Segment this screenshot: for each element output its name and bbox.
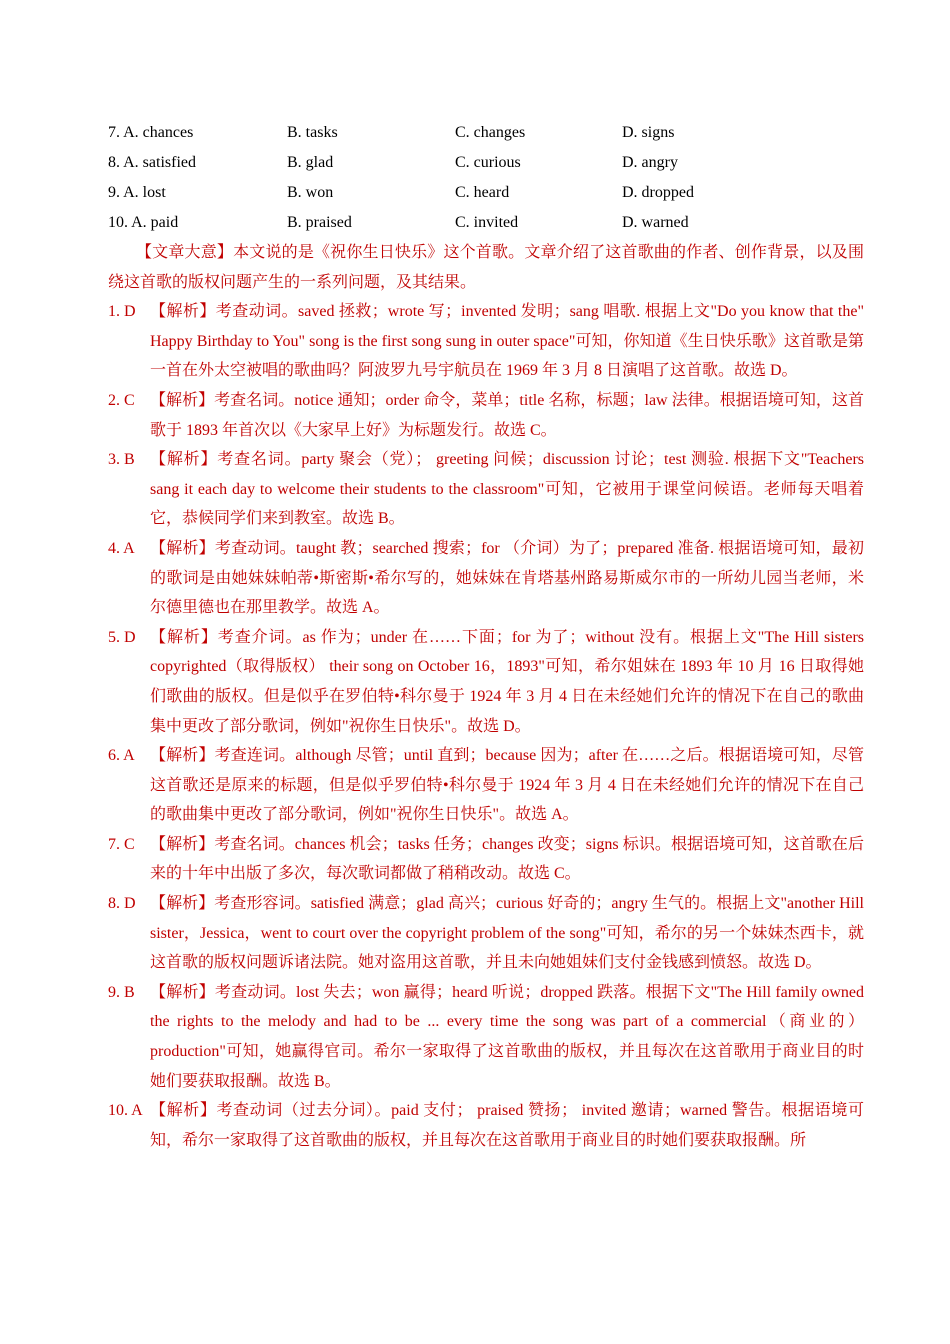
analysis-item-9 [108, 978, 864, 1096]
analysis-item-2 [108, 386, 864, 445]
item-text: 【解析】考查动词（过去分词）。paid 支付； praised 赞扬； invited 邀请；warned 警告。根据语境可知，希尔一家取得了这首歌曲的版权，并且每次在这首歌用于商业目的时她们要获取报酬。所 [150, 1102, 864, 1149]
answer-options [108, 122, 868, 242]
option-c: C. heard [455, 184, 510, 201]
item-number: 9. B [108, 983, 135, 1001]
item-number: 6. A [108, 747, 135, 765]
option-d: D. warned [622, 214, 689, 231]
item-number: 10. A [108, 1102, 143, 1120]
option-c: C. curious [455, 154, 521, 171]
item-text: 【解析】考查动词。taught 教；searched 搜索；for （介词）为了；prepared 准备. 根据语境可知，最初的歌词是由她妹妹帕蒂•斯密斯•希尔写的，她妹妹在肯塔基州路易斯威尔市的一所幼儿园当老师，米尔德里德也在那里教学。故选 A。 [150, 539, 864, 617]
analysis-item-5 [108, 623, 864, 741]
analysis-item-10 [108, 1096, 864, 1155]
analysis-item-6 [108, 741, 864, 830]
option-b: B. won [287, 184, 334, 201]
option-d: D. signs [622, 124, 675, 141]
option-d: D. angry [622, 154, 678, 171]
option-a: 9. A. lost [108, 184, 166, 201]
option-a: 8. A. satisfied [108, 154, 196, 171]
analysis-item-3 [108, 445, 864, 534]
option-d: D. dropped [622, 184, 694, 201]
option-a: 10. A. paid [108, 214, 179, 231]
analysis-item-1 [108, 297, 864, 386]
analysis-item-7 [108, 830, 864, 889]
item-text: 【解析】考查形容词。satisfied 满意；glad 高兴；curious 好奇的；angry 生气的。根据上文"another Hill sister，Jessica，went to court over the copyright problem of the song"可知，希尔的另一个妹妹杰西卡，就这首歌的版权问题诉诸法院。她对盗用这首歌，并且未向她姐妹们支付金钱感到愤怒。故选 D。 [150, 895, 864, 972]
item-text: 【解析】考查连词。although 尽管；until 直到；because 因为；after 在……之后。根据语境可知，尽管这首歌还是原来的标题，但是似乎罗伯特•科尔曼于 1924 年 3 月 4 日在未经她们允许的情况下在自己的歌曲集中更改了部分歌词，例如"祝你生日快乐"。故选 A。 [150, 747, 864, 824]
item-number: 8. D [108, 895, 136, 913]
analysis-item-4 [108, 534, 864, 623]
item-text: 【解析】考查名词。chances 机会；tasks 任务；changes 改变；signs 标识。根据语境可知，这首歌在后来的十年中出版了多次，每次歌词都做了稍稍改动。故选 C。 [150, 835, 864, 883]
option-b: B. tasks [287, 124, 338, 141]
option-b: B. praised [287, 214, 352, 231]
option-c: C. invited [455, 214, 519, 231]
option-c: C. changes [455, 124, 526, 141]
item-text: 【解析】考查名词。party 聚会（党）； greeting 问候；discussion 讨论；test 测验. 根据下文"Teachers sang it each day to welcome their students to the classroom"可知，它被用于课堂问候语。老师每天唱着它，恭候同学们来到教室。故选 B。 [150, 451, 864, 528]
item-number: 1. D [108, 303, 136, 321]
item-number: 3. B [108, 451, 135, 469]
option-a: 7. A. chances [108, 124, 194, 141]
analysis-item-8 [108, 889, 864, 978]
article-summary: 【文章大意】本文说的是《祝你生日快乐》这个首歌。文章介绍了这首歌曲的作者、创作背景，以及围绕这首歌的版权问题产生的一系列问题，及其结果。 [108, 244, 864, 291]
item-text: 【解析】考查动词。saved 拯救；wrote 写；invented 发明；sang 唱歌. 根据上文"Do you know that the" Happy Birthday to You" song is the first song sung in outer space"可知，你知道《生日快乐歌》这首歌是第一首在外太空被唱的歌曲吗？阿波罗九号宇航员在 1969 年 3 月 8 日演唱了这首歌。故选 D。 [150, 303, 864, 380]
item-number: 7. C [108, 835, 135, 853]
option-b: B. glad [287, 154, 334, 171]
option-row-7 [108, 122, 868, 152]
item-text: 【解析】考查动词。lost 失去；won 赢得；heard 听说；dropped 跌落。根据下文"The Hill family owned the rights to the melody and had to be ... every time the song was part of a commercial（商业的） production"可知，她赢得官司。希尔一家取得了这首歌曲的版权，并且每次在这首歌用于商业目的时她们要获取报酬。故选 B。 [150, 983, 864, 1090]
item-text: 【解析】考查介词。as 作为；under 在……下面；for 为了；without 没有。根据上文"The Hill sisters copyrighted（取得版权） their song on October 16，1893"可知，希尔姐妹在 1893 年 10 月 16 日取得她们歌曲的版权。但是似乎在罗伯特•科尔曼于 1924 年 3 月 4 日在未经她们允许的情况下在自己的歌曲集中更改了部分歌词，例如"祝你生日快乐"。故选 D。 [150, 628, 864, 735]
option-row-8 [108, 152, 868, 182]
answer-analysis [108, 238, 864, 1155]
item-number: 2. C [108, 391, 135, 409]
option-row-9 [108, 182, 868, 212]
item-number: 4. A [108, 539, 135, 557]
item-text: 【解析】考查名词。notice 通知；order 命令，菜单；title 名称，标题；law 法律。根据语境可知，这首歌于 1893 年首次以《大家早上好》为标题发行。故选 C。 [150, 391, 864, 439]
item-number: 5. D [108, 628, 136, 646]
